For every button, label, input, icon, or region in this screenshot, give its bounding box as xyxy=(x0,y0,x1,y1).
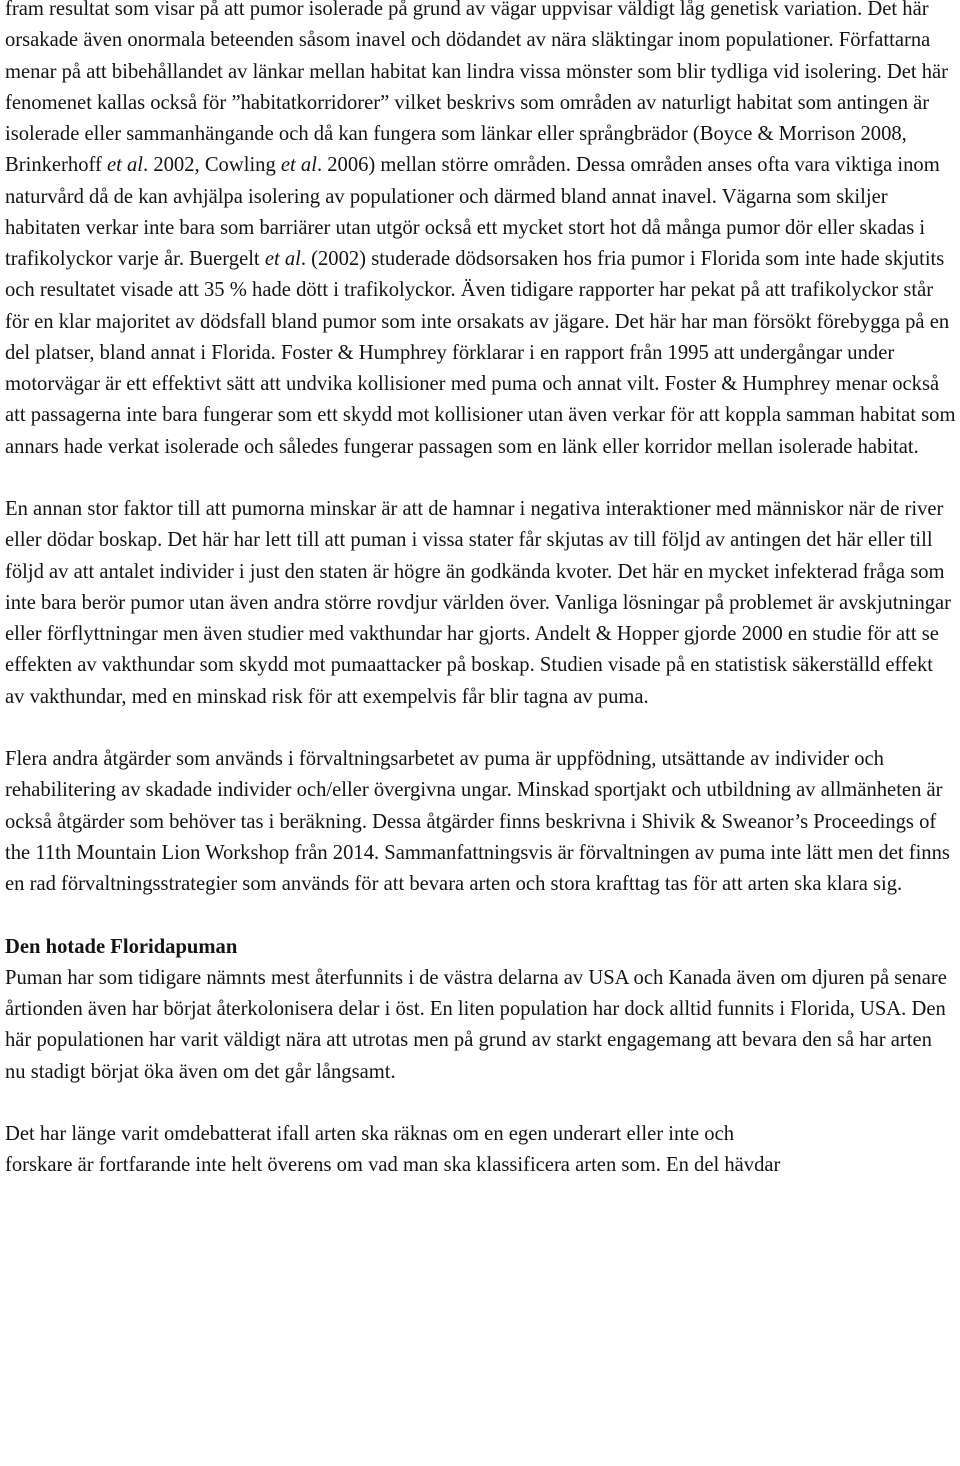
citation-et-al: et al xyxy=(280,154,317,177)
paragraph-florida-puma: Puman har som tidigare nämnts mest återfunnits i de västra delarna av USA och Kanada även om djuren på senare årtionden även har börjat återkolonisera delar i öst. En liten population har dock alltid funnits i Florida, USA. Den här populationen har varit väldigt nära att utrotas men på grund av starkt engagemang att bevara den så har arten nu stadigt börjat öka även om det går långsamt. xyxy=(5,966,947,1083)
paragraph-1-text-c: . 2006) mellan större områden. Dessa områden anses ofta vara viktiga inom naturvård då de kan avhjälpa isolering av populationer och därmed bland annat inavel. Vägarna som skiljer habitaten verkar inte bara som barriärer utan utgör också ett mycket stort hot då många pumor dör eller skadas i trafikolyckor varje år. Buergelt xyxy=(5,154,940,270)
paragraph-management-measures: Flera andra åtgärder som används i förvaltningsarbetet av puma är uppfödning, utsättande av individer och rehabilitering av skadade individer och/eller övergivna ungar. Minskad sportjakt och utbildning av allmänheten är också åtgärder som behöver tas i beräkning. Dessa åtgärder finns beskrivna i Shivik & Sweanor’s Proceedings of the 11th Mountain Lion Workshop från 2014. Sammanfattningsvis är förvaltningen av puma inte lätt men det finns en rad förvaltningsstrategier som används för att bevara arten och stora krafttag tas för att arten ska klara sig. xyxy=(5,748,950,895)
paragraph-gap xyxy=(5,463,957,494)
paragraph-5-line-1: Det har länge varit omdebatterat ifall arten ska räknas om en egen underart eller inte och xyxy=(5,1123,735,1145)
paragraph-1-text-a: fram resultat som visar på att pumor isolerade på grund av vägar uppvisar väldigt låg genetisk variation. Det här orsakade även onormala beteenden såsom inavel och dödandet av nära släktingar inom populationer. Författarna menar på att bibehållandet av länkar mellan habitat kan lindra vissa mönster som blir tydliga vid isolering. Det här fenomenet kallas också för ”habitatkorridorer” vilket beskrivs som områden av naturligt habitat som antingen är isolerade eller sammanhängande och då kan fungera som länkar eller språngbrädor (Boyce & Morrison 2008, Brinkerhoff xyxy=(5,0,949,177)
paragraph-gap xyxy=(5,713,957,744)
paragraph-gap xyxy=(5,1088,957,1119)
citation-et-al: et al xyxy=(264,248,301,270)
paragraph-gap xyxy=(5,900,957,931)
paragraph-5-line-2: forskare är fortfarande inte helt överens om vad man ska klassificera arten som. En del hävdar xyxy=(5,1154,781,1177)
document-page xyxy=(5,0,957,1182)
citation-et-al: et al xyxy=(107,154,144,177)
paragraph-habitat-corridors xyxy=(5,0,957,463)
paragraph-1-text-d: . (2002) studerade dödsorsaken hos fria pumor i Florida som inte hade skjutits och resultatet visade att 35 % hade dött i trafikolyckor. Även tidigare rapporter har pekat på att trafikolyckor står för en klar majoritet av dödsfall bland pumor som inte orsakats av jägare. Det här har man försökt förebygga på en del platser, bland annat i Florida. Foster & Humphrey förklarar i en rapport från 1995 att undergångar under motorvägar är ett effektivt sätt att undvika kollisioner med puma och annat vilt. Foster & Humphrey menar också att passagerna inte bara fungerar som ett skydd mot kollisioner utan även verkar för att koppla samman habitat som annars hade verkat isolerade och således fungerar passagen som en länk eller korridor mellan isolerade habitat. xyxy=(5,248,956,458)
paragraph-human-conflict: En annan stor faktor till att pumorna minskar är att de hamnar i negativa interaktioner med människor när de river eller dödar boskap. Det här har lett till att puman i vissa stater får skjutas av till följd av antingen det här eller till följd av att antalet individer i just den staten är högre än godkända kvoter. Det här en mycket infekterad fråga som inte bara berör pumor utan även andra större rovdjur världen över. Vanliga lösningar på problemet är avskjutningar eller förflyttningar men även studier med vakthundar har gjorts. Andelt & Hopper gjorde 2000 en studie för att se effekten av vakthundar som skydd mot pumaattacker på boskap. Studien visade på en statistisk säkerställd effekt av vakthundar, med en minskad risk för att exempelvis får blir tagna av puma. xyxy=(5,498,952,708)
paragraph-subspecies-debate xyxy=(5,1119,957,1182)
paragraph-1-text-b: . 2002, Cowling xyxy=(143,154,281,177)
section-heading: Den hotade Floridapuman xyxy=(5,935,238,958)
